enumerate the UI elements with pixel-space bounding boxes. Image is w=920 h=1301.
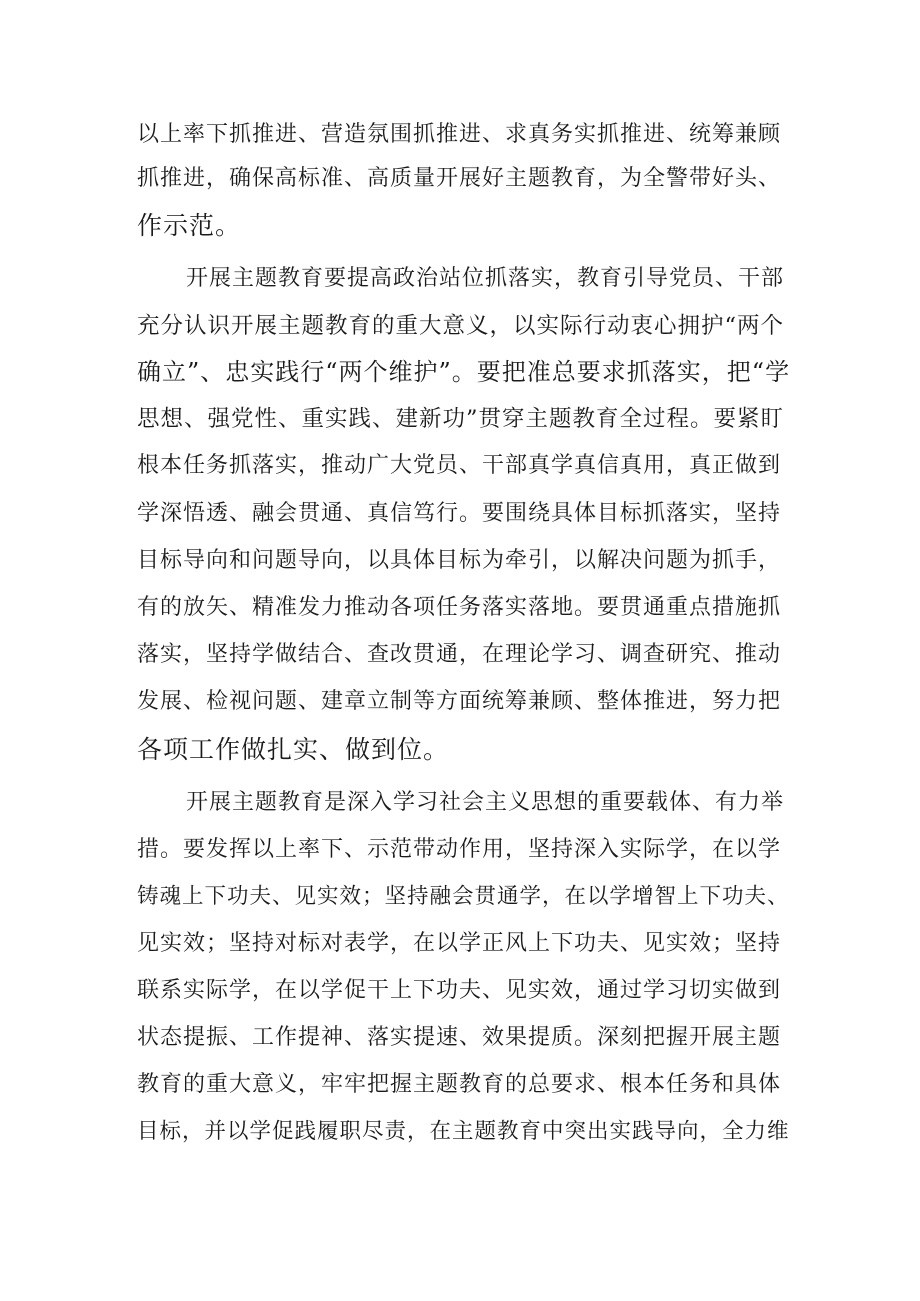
p3-line-6: 状态提振、工作提神、落实提速、效果提质。深刻把握开展主题 bbox=[137, 1025, 782, 1050]
p3-line-1: 开展主题教育是深入学习社会主义思想的重要载体、有力举 bbox=[186, 790, 785, 815]
p3-line-3: 铸魂上下功夫、见实效；坚持融会贯通学，在以学增智上下功夫、 bbox=[137, 884, 790, 909]
p2-line-5: 根本任务抓落实，推动广大党员、干部真学真信真用，真正做到 bbox=[137, 453, 782, 478]
p2-line-6: 学深悟透、融会贯通、真信笃行。要围绕具体目标抓落实，坚持 bbox=[137, 501, 782, 526]
p2-line-2: 充分认识开展主题教育的重大意义，以实际行动衷心拥护“两个 bbox=[137, 313, 785, 339]
p2-line-8: 有的放矢、精准发力推动各项任务落实落地。要贯通重点措施抓 bbox=[137, 595, 782, 620]
p2-line-3: 确立”、忠实践行“两个维护”。要把准总要求抓落实，把“学 bbox=[137, 358, 791, 386]
p3-line-4: 见实效；坚持对标对表学，在以学正风上下功夫、见实效；坚持 bbox=[137, 931, 782, 956]
p2-line-1: 开展主题教育要提高政治站位抓落实，教育引导党员、干部 bbox=[186, 266, 785, 291]
p1-line-1: 以上率下抓推进、营造氛围抓推进、求真务实抓推进、统筹兼顾 bbox=[137, 122, 782, 147]
p3-line-5: 联系实际学，在以学促干上下功夫、见实效，通过学习切实做到 bbox=[137, 978, 782, 1003]
p2-line-7: 目标导向和问题导向，以具体目标为牵引，以解决问题为抓手， bbox=[137, 548, 782, 573]
p1-line-2: 抓推进，确保高标准、高质量开展好主题教育，为全警带好头、 bbox=[137, 166, 782, 191]
p3-line-7: 教育的重大意义，牢牢把握主题教育的总要求、根本任务和具体 bbox=[137, 1072, 782, 1097]
p3-line-8: 目标，并以学促践履职尽责，在主题教育中突出实践导向，全力维 bbox=[137, 1119, 790, 1144]
p2-line-11: 各项工作做扎实、做到位。 bbox=[137, 735, 450, 764]
p2-line-10: 发展、检视问题、建章立制等方面统筹兼顾、整体推进，努力把 bbox=[137, 689, 782, 714]
p1-line-3: 作示范。 bbox=[137, 211, 242, 240]
p2-line-4: 思想、强党性、重实践、建新功”贯穿主题教育全过程。要紧盯 bbox=[137, 406, 785, 432]
p3-line-2: 措。要发挥以上率下、示范带动作用，坚持深入实际学，在以学 bbox=[137, 837, 782, 862]
p2-line-9: 落实，坚持学做结合、查改贯通，在理论学习、调查研究、推动 bbox=[137, 642, 782, 667]
